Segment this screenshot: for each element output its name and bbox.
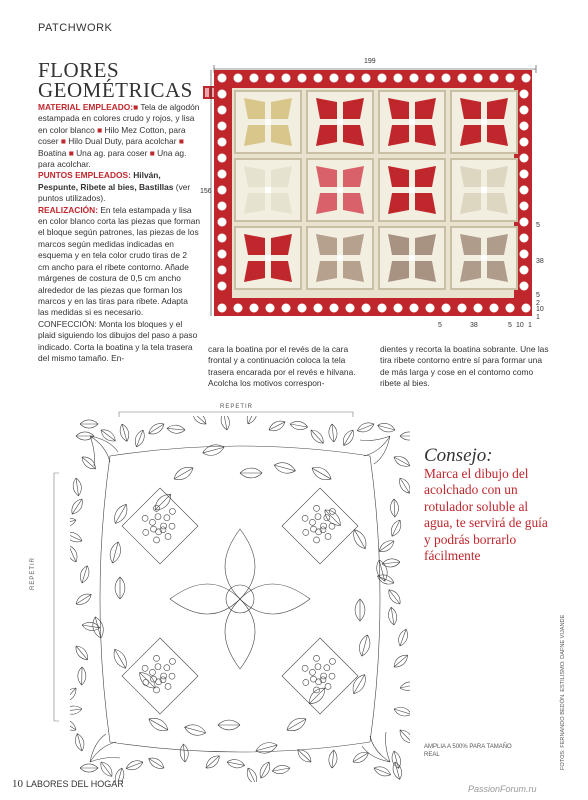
border-dot [520, 186, 529, 195]
border-dot [218, 90, 227, 99]
stipple-loop [314, 505, 320, 511]
stipple-loop [164, 665, 170, 671]
leaf-motif [80, 764, 98, 772]
leaf-motif [72, 477, 83, 496]
article-col3: dientes y recorta la boatina sobrante. Une las tira ribete contorno entre sí para formar una de más larga y cose en el contorno como ribete al bies. [380, 344, 549, 389]
border-dot [522, 74, 531, 83]
leaf-motif [70, 516, 77, 529]
leaf-motif [179, 744, 189, 763]
material-text: Hilo Dual Duty, para acolchar [65, 136, 179, 147]
block-center [409, 187, 415, 193]
corner-fan [90, 436, 118, 466]
material-text: Una ag. para coser [73, 147, 150, 158]
leaf-motif [78, 667, 86, 685]
leaf-motif [74, 591, 94, 607]
realizacion-paragraph [38, 205, 200, 319]
border-dot [266, 304, 275, 313]
border-dot [490, 74, 499, 83]
leaf-motif [240, 468, 262, 478]
bottom-dim-label: 1 [528, 322, 532, 329]
leaf-motif [289, 420, 308, 431]
border-dot [314, 304, 323, 313]
realizacion-text: En tela estampada y lisa en color blanco corta las piezas que forman el bloque según patrones, las piezas de los marcos según medidas indicadas en esquema y en tela color crudo tiras de 2 cm ancho para el ribete contorno. Añade márgenes de costura de 0,5 cm ancho alrededor de las piezas que forman los marcos y en las tiras para ribete. Adapta las medidas si es necesario. [38, 204, 201, 318]
leaf-motif [110, 647, 130, 671]
stipple-loop [142, 515, 148, 521]
bullet-icon: ■ [178, 136, 184, 147]
border-dot [506, 74, 515, 83]
block-center [265, 187, 271, 193]
bottom-dim-label: 5 [438, 322, 442, 329]
border-dot [410, 304, 419, 313]
border-dot [218, 74, 227, 83]
leaf-motif [190, 416, 209, 427]
stipple-loop [303, 529, 309, 535]
border-dot [218, 202, 227, 211]
repetir-side-bracket [52, 472, 60, 722]
quilt-svg [214, 70, 532, 316]
quilt-diagram [214, 70, 532, 316]
bullet-icon: ■ [149, 147, 155, 158]
center-petal [225, 529, 255, 599]
corner-fan [360, 436, 390, 464]
leaf-motif [90, 616, 105, 640]
stipple-loop [165, 533, 171, 539]
border-dot [218, 266, 227, 275]
article-title [38, 60, 218, 100]
block-center [409, 119, 415, 125]
height-label: 156 [200, 188, 212, 195]
border-dot [218, 122, 227, 131]
leaf-motif [391, 652, 410, 670]
leaf-motif [386, 587, 403, 606]
border-dot [378, 74, 387, 83]
stipple-loop [302, 515, 308, 521]
title-line1: FLORES [38, 58, 120, 82]
stipple-loop [325, 533, 331, 539]
border-dot [218, 106, 227, 115]
stipple-loop [143, 529, 149, 535]
leaf-motif [349, 672, 369, 696]
material-text: Una ag. para acolchar. [38, 147, 187, 170]
border-dot [218, 250, 227, 259]
leaf-motif [397, 476, 410, 496]
leaf-motif [310, 464, 334, 484]
stipple-diamond [282, 638, 358, 714]
stipple-loop [313, 537, 319, 543]
border-dot [520, 170, 529, 179]
leaf-motif [387, 607, 398, 626]
border-dot [218, 234, 227, 243]
leaf-motif [390, 750, 402, 769]
leaf-motif [118, 423, 131, 443]
center-petal [240, 584, 310, 614]
leaf-motif [146, 715, 170, 735]
leaf-motif [306, 685, 329, 708]
stipple-loop [143, 679, 149, 685]
border-dot [298, 304, 307, 313]
stipple-loop [169, 523, 175, 529]
border-dot [218, 170, 227, 179]
corner-fan [90, 734, 120, 762]
border-dot [346, 304, 355, 313]
leaf-motif [167, 424, 186, 434]
leaf-motif [70, 544, 80, 564]
leaf-motif [73, 733, 85, 752]
border-dot [282, 304, 291, 313]
material-text: Tela de algodón estampada en colores crudo y rojos, y lisa en color blanco [38, 102, 200, 135]
leaf-motif [393, 705, 410, 718]
bottom-dim-label: 5 [508, 322, 512, 329]
leaf-motif [183, 722, 207, 737]
leaf-motif [392, 453, 410, 469]
border-dot [520, 138, 529, 147]
leaf-motif [267, 418, 287, 433]
leaf-motif [147, 755, 167, 771]
leaf-motif [328, 750, 338, 769]
leaf-motif [220, 416, 231, 431]
leaf-motif [357, 634, 372, 658]
leaf-motif [133, 429, 147, 449]
border-dot [218, 186, 227, 195]
leaf-motif [70, 717, 78, 734]
bullet-icon: ■ [133, 102, 139, 112]
leaf-motif [111, 502, 131, 526]
border-dot [426, 74, 435, 83]
block-center [265, 255, 271, 261]
border-dot [458, 74, 467, 83]
watermark: PassionForum.ru [468, 784, 537, 794]
stipple-loop [310, 526, 316, 532]
leaf-motif [399, 680, 410, 692]
right-dim-label: 38 [536, 258, 544, 265]
leaf-motif [351, 749, 371, 765]
border-dot [520, 282, 529, 291]
puntos-paragraph [38, 170, 200, 204]
article-body [38, 102, 200, 364]
leaf-motif [201, 442, 225, 457]
consejo-text: Marca el dibujo del acolchado con un rotulador soluble al agua, te servirá de guía y podrás borrarlo fácilmente [424, 466, 548, 564]
leaf-motif [388, 518, 403, 538]
page-footer [12, 778, 124, 790]
border-dot [250, 304, 259, 313]
section-tag: PATCHWORK [38, 22, 113, 34]
border-dot [218, 138, 227, 147]
leaf-motif [152, 491, 175, 514]
bullet-icon: ■ [60, 136, 66, 147]
leaf-motif [255, 740, 279, 755]
stipple-loop [169, 658, 175, 664]
leaf-motif [70, 497, 85, 517]
border-dot [410, 74, 419, 83]
border-dot [520, 266, 529, 275]
leaf-motif [382, 558, 401, 568]
realizacion-label: REALIZACIÓN: [38, 204, 99, 215]
page-number: 10 [12, 778, 23, 790]
title-line2: GEOMÉTRICAS [38, 78, 193, 102]
stipple-loop [302, 665, 308, 671]
leaf-motif [80, 420, 98, 428]
border-dot [330, 304, 339, 313]
right-dim-label: 10 [536, 306, 544, 313]
leaf-motif [108, 541, 123, 565]
border-dot [474, 304, 483, 313]
materials-paragraph [38, 102, 200, 170]
stipple-loop [150, 526, 156, 532]
leaf-motif [125, 758, 145, 772]
bullet-icon: ■ [97, 124, 103, 135]
border-dot [218, 304, 227, 313]
border-dot [250, 74, 259, 83]
photo-credits: FOTOS: FERNANDO BEDÓN. ESTILISMO: DAFNE VIJANDE [560, 614, 566, 770]
stipple-loop [149, 669, 155, 675]
border-dot [266, 74, 275, 83]
stipple-loop [309, 519, 315, 525]
border-dot [234, 74, 243, 83]
border-dot [218, 282, 227, 291]
leaf-motif [70, 530, 84, 545]
leaf-motif [172, 464, 196, 484]
quilting-pattern-svg [70, 416, 410, 782]
leaf-motif [396, 628, 410, 648]
material-text: Hilo Mez Cotton, para coser [38, 124, 186, 147]
block-center [337, 255, 343, 261]
block-center [481, 255, 487, 261]
right-dim-label: 5 [536, 222, 540, 229]
bottom-dim-label: 38 [470, 322, 478, 329]
material-label: MATERIAL EMPLEADO: [38, 102, 134, 112]
leaf-motif [397, 727, 410, 746]
center-petal [225, 599, 255, 669]
border-dot [282, 74, 291, 83]
border-dot [474, 74, 483, 83]
border-dot [394, 304, 403, 313]
leaf-motif [257, 760, 272, 780]
stipple-loop [315, 664, 321, 670]
stipple-loop [164, 515, 170, 521]
article-col2: cara la boatina por el revés de la cara frontal y a continuación coloca la tela trasera encarada por el revés e hilvana. Acolcha los motivos correspon- [208, 344, 356, 389]
border-dot [298, 74, 307, 83]
border-dot [520, 122, 529, 131]
leaf-motif [273, 460, 297, 475]
stipple-loop [329, 658, 335, 664]
bottom-dim-label: 10 [516, 322, 524, 329]
magazine-name: LABORES DEL HOGAR [26, 779, 124, 789]
border-dot [520, 218, 529, 227]
leaf-motif [400, 432, 410, 440]
border-dot [442, 74, 451, 83]
consejo-title: Consejo: [424, 445, 493, 466]
leaf-motif [308, 427, 326, 446]
puntos-label: PUNTOS EMPLEADOS: [38, 170, 131, 181]
confeccion-paragraph: CONFECCIÓN: Monta los bloques y el plaid siguiendo los dibujos del paso a paso indicado. Corta la boatina y la tela trasera del mismo tamaño. En- [38, 318, 198, 363]
puntos-text: Hilván, Pespunte, Ribete al bies, Bastillas [38, 170, 174, 192]
border-dot [490, 304, 499, 313]
border-dot [314, 74, 323, 83]
border-dot [378, 304, 387, 313]
border-dot [426, 304, 435, 313]
leaf-motif [390, 499, 399, 517]
border-dot [394, 74, 403, 83]
leaf-motif [226, 758, 245, 769]
leaf-motif [70, 705, 82, 715]
leaf-motif [340, 428, 356, 448]
border-dot [520, 154, 529, 163]
leaf-motif [372, 764, 392, 778]
leaf-motif [115, 577, 125, 599]
block-center [337, 187, 343, 193]
stipple-loop [142, 665, 148, 671]
leaf-motif [70, 685, 79, 704]
block-center [265, 119, 271, 125]
stipple-loop [169, 508, 175, 514]
border-dot [218, 218, 227, 227]
repetir-top-label: REPETIR [220, 404, 254, 410]
leaf-motif [356, 420, 376, 434]
repetir-side-label: REPETIR [30, 556, 36, 590]
leaf-motif [328, 424, 338, 443]
bullet-icon: ■ [68, 147, 74, 158]
stipple-loop [149, 519, 155, 525]
border-dot [506, 304, 515, 313]
border-dot [234, 304, 243, 313]
leaf-motif [284, 715, 308, 735]
border-dot [442, 304, 451, 313]
leaf-motif [374, 559, 389, 583]
stipple-diamond [122, 488, 198, 564]
stipple-loop [153, 537, 159, 543]
leaf-motif [73, 643, 91, 662]
stipple-loop [325, 683, 331, 689]
border-dot [362, 74, 371, 83]
stipple-loop [303, 679, 309, 685]
quilting-pattern [70, 416, 410, 782]
border-dot [330, 74, 339, 83]
enlarge-note: AMPLIA A 500% PARA TAMAÑO REAL [424, 744, 512, 758]
block-center [481, 187, 487, 193]
leaf-motif [321, 506, 344, 529]
leaf-motif [98, 760, 115, 779]
stipple-diamond [122, 638, 198, 714]
leaf-motif [218, 720, 240, 730]
border-dot [458, 304, 467, 313]
block-center [337, 119, 343, 125]
block-center [409, 255, 415, 261]
leaf-motif [203, 753, 222, 771]
border-dot [218, 154, 227, 163]
stipple-loop [155, 514, 161, 520]
leaf-motif [355, 599, 365, 621]
leaf-motif [377, 538, 396, 555]
leaf-motif [78, 565, 91, 585]
leaf-motif [99, 427, 118, 444]
border-dot [520, 202, 529, 211]
material-text: Boatina [38, 147, 69, 158]
right-dim-label: 2 [536, 300, 540, 307]
stipple-loop [310, 676, 316, 682]
stipple-diamond [282, 488, 358, 564]
border-dot [522, 304, 531, 313]
stipple-loop [169, 673, 175, 679]
stipple-loop [309, 669, 315, 675]
leaf-motif [272, 764, 291, 775]
border-dot [520, 90, 529, 99]
stipple-loop [165, 683, 171, 689]
stipple-loop [324, 665, 330, 671]
leaf-motif [244, 416, 259, 426]
leaf-motif [377, 421, 396, 433]
leaf-motif [79, 454, 98, 472]
leaf-motif [244, 766, 259, 782]
border-dot [520, 250, 529, 259]
stipple-loop [154, 655, 160, 661]
center-petal [170, 584, 240, 614]
leaf-motif [147, 421, 167, 437]
border-dot [520, 234, 529, 243]
border-dot [520, 106, 529, 115]
stipple-loop [315, 514, 321, 520]
stipple-loop [329, 673, 335, 679]
right-dim-label: 1 [536, 314, 540, 321]
border-dot [362, 304, 371, 313]
stipple-loop [155, 664, 161, 670]
border-dot [346, 74, 355, 83]
right-dim-label: 5 [536, 292, 540, 299]
puntos-text2: (ver puntos utilizados). [38, 181, 191, 204]
stipple-loop [314, 655, 320, 661]
block-center [481, 119, 487, 125]
width-label: 199 [364, 58, 376, 65]
